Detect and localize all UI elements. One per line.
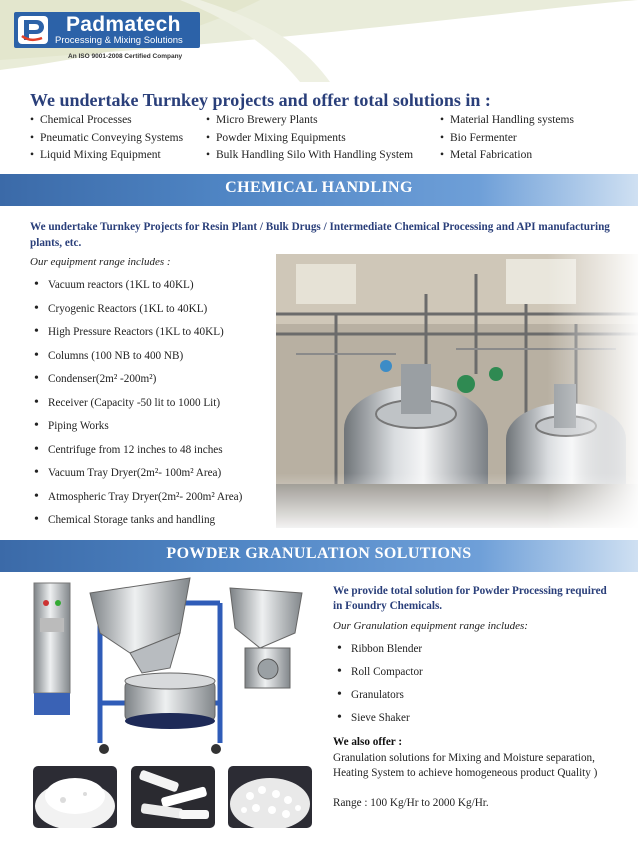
list-item: • Pneumatic Conveying Systems	[30, 130, 183, 148]
chemical-intro: We undertake Turnkey Projects for Resin Plant / Bulk Drugs / Intermediate Chemical Processing and API manufacturing plants, etc.	[30, 221, 610, 249]
chemical-handling-banner	[0, 174, 638, 206]
powder-intro: We provide total solution for Powder Processing required in Foundry Chemicals.	[333, 585, 607, 612]
list-item: • Chemical Processes	[30, 112, 183, 130]
chemical-range-label: Our equipment range includes :	[30, 256, 171, 268]
list-item: • Atmospheric Tray Dryer(2m²- 200m² Area)	[34, 487, 242, 511]
logo-mark-icon	[18, 16, 48, 44]
list-item: • Receiver (Capacity -50 lit to 1000 Lit)	[34, 393, 242, 417]
iso-certification: An ISO 9001-2008 Certified Company	[68, 53, 183, 60]
granule-sticks-photo	[131, 766, 215, 828]
turnkey-heading: We undertake Turnkey projects and offer total solutions in :	[30, 90, 491, 110]
list-item: • Cryogenic Reactors (1KL to 40KL)	[34, 299, 242, 323]
also-offer-text: Granulation solutions for Mixing and Moisture separation, Heating System to achieve homogeneous product Quality )	[333, 752, 598, 779]
company-logo	[14, 12, 200, 48]
list-item: • Columns (100 NB to 400 NB)	[34, 346, 242, 370]
list-item: • Granulators	[337, 686, 423, 709]
granulation-equipment-photo	[30, 573, 310, 757]
section-title: CHEMICAL HANDLING	[225, 179, 413, 196]
granules-photo	[228, 766, 312, 828]
list-item: • Liquid Mixing Equipment	[30, 147, 183, 165]
list-item: • Bulk Handling Silo With Handling System	[206, 147, 413, 165]
list-item: • Vacuum reactors (1KL to 40KL)	[34, 275, 242, 299]
list-item: • Powder Mixing Equipments	[206, 130, 413, 148]
list-item: • Vacuum Tray Dryer(2m²- 100m² Area)	[34, 463, 242, 487]
turnkey-list-col-3	[440, 112, 574, 165]
list-item: • Piping Works	[34, 416, 242, 440]
section-title: POWDER GRANULATION SOLUTIONS	[166, 545, 472, 562]
list-item: • Micro Brewery Plants	[206, 112, 413, 130]
chemical-equipment-list	[34, 275, 242, 534]
powder-sample-photo	[33, 766, 117, 828]
list-item: • Metal Fabrication	[440, 147, 574, 165]
also-offer-heading: We also offer :	[333, 736, 403, 748]
company-name: Padmatech	[66, 13, 181, 36]
list-item: • Roll Compactor	[337, 663, 423, 686]
granulation-equipment-list	[337, 640, 423, 732]
page-header	[0, 0, 638, 82]
company-tagline: Processing & Mixing Solutions	[55, 35, 183, 46]
turnkey-list-col-1	[30, 112, 183, 165]
list-item: • High Pressure Reactors (1KL to 40KL)	[34, 322, 242, 346]
list-item: • Ribbon Blender	[337, 640, 423, 663]
list-item: • Material Handling systems	[440, 112, 574, 130]
list-item: • Condenser(2m² -200m²)	[34, 369, 242, 393]
reactor-plant-photo	[276, 254, 638, 528]
powder-granulation-banner	[0, 540, 638, 572]
list-item: • Chemical Storage tanks and handling	[34, 510, 242, 534]
list-item: • Centrifuge from 12 inches to 48 inches	[34, 440, 242, 464]
powder-range-label: Our Granulation equipment range includes:	[333, 620, 528, 632]
capacity-range: Range : 100 Kg/Hr to 2000 Kg/Hr.	[333, 797, 489, 809]
list-item: • Sieve Shaker	[337, 709, 423, 732]
turnkey-list-col-2	[206, 112, 413, 165]
list-item: • Bio Fermenter	[440, 130, 574, 148]
